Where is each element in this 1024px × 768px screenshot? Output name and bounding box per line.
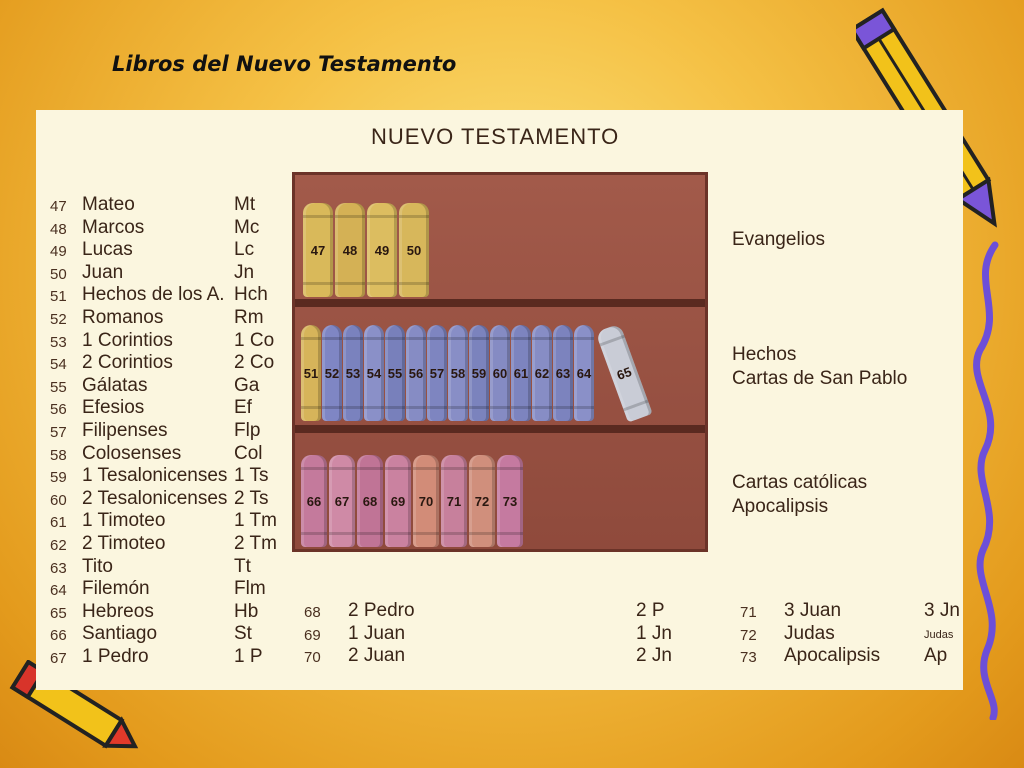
book-row xyxy=(740,645,960,668)
book-name: 2 Pedro xyxy=(348,600,415,621)
book-number: 67 xyxy=(50,649,67,667)
book-spine: 60 xyxy=(490,325,510,421)
book-name: 1 Corintios xyxy=(82,329,173,351)
book-name: 2 Corintios xyxy=(82,352,173,374)
book-row xyxy=(50,465,300,488)
book-spine: 54 xyxy=(364,325,384,421)
book-spine: 68 xyxy=(357,455,383,547)
new-testament-panel xyxy=(36,110,963,690)
book-number: 48 xyxy=(50,220,67,238)
book-number: 59 xyxy=(50,469,67,487)
shelf-label-gospels xyxy=(732,228,825,252)
book-name: Lucas xyxy=(82,239,133,261)
book-name: 3 Juan xyxy=(784,600,842,621)
book-spine: 59 xyxy=(469,325,489,421)
book-name: Efesios xyxy=(82,397,145,419)
slide-title: Libros del Nuevo Testamento xyxy=(112,52,457,76)
book-spine: 48 xyxy=(335,203,365,297)
book-name: Hechos de los A. xyxy=(82,284,225,306)
book-name: 1 Timoteo xyxy=(82,510,166,532)
book-spine: 70 xyxy=(413,455,439,547)
shelf-label-line: Apocalipsis xyxy=(732,496,829,517)
book-spine: 52 xyxy=(322,325,342,421)
book-row xyxy=(304,623,674,646)
book-number: 54 xyxy=(50,356,67,374)
shelf-label-acts-paul xyxy=(732,343,907,391)
book-spine: 71 xyxy=(441,455,467,547)
book-number: 70 xyxy=(304,649,321,667)
book-number: 66 xyxy=(50,627,67,645)
book-abbreviation: Flm xyxy=(234,578,266,600)
book-row xyxy=(50,352,300,375)
shelf-label-line: Cartas católicas xyxy=(732,472,868,493)
book-spine: 50 xyxy=(399,203,429,297)
book-number: 52 xyxy=(50,310,67,328)
book-list-right xyxy=(740,600,960,668)
book-number: 51 xyxy=(50,288,67,306)
book-abbreviation: 1 P xyxy=(234,645,263,667)
book-abbreviation: Tt xyxy=(234,555,251,577)
book-number: 47 xyxy=(50,198,67,215)
book-number: 53 xyxy=(50,333,67,351)
book-spine: 47 xyxy=(303,203,333,297)
shelf-label-line: Hechos xyxy=(732,344,797,365)
book-row xyxy=(50,556,300,579)
book-name: 1 Pedro xyxy=(82,645,149,667)
book-number: 62 xyxy=(50,536,67,554)
book-abbreviation: Jn xyxy=(234,261,255,283)
book-number: 60 xyxy=(50,491,67,509)
shelf-label-catholic-apoc xyxy=(732,471,867,519)
book-name: Santiago xyxy=(82,623,158,645)
book-spine: 57 xyxy=(427,325,447,421)
book-number: 71 xyxy=(740,604,757,621)
book-spine: 51 xyxy=(301,325,321,421)
book-spine: 69 xyxy=(385,455,411,547)
book-row xyxy=(740,600,960,623)
book-row xyxy=(50,420,300,443)
book-list-middle xyxy=(304,600,674,668)
book-number: 56 xyxy=(50,401,67,419)
book-row xyxy=(50,262,300,285)
book-spine: 58 xyxy=(448,325,468,421)
book-number: 65 xyxy=(50,604,67,622)
book-name: Mateo xyxy=(82,194,135,215)
book-row xyxy=(50,443,300,466)
book-number: 58 xyxy=(50,446,67,464)
book-abbreviation: 1 Ts xyxy=(234,465,269,487)
book-number: 64 xyxy=(50,582,67,600)
book-abbreviation: 2 Jn xyxy=(636,645,672,667)
book-number: 68 xyxy=(304,604,321,621)
book-row xyxy=(50,533,300,556)
book-row xyxy=(50,623,300,646)
book-row xyxy=(50,510,300,533)
book-name: Apocalipsis xyxy=(784,645,881,667)
book-name: 2 Tesalonicenses xyxy=(82,487,228,509)
book-abbreviation: Hch xyxy=(234,284,268,306)
book-abbreviation: 3 Jn xyxy=(924,600,960,621)
book-row xyxy=(50,330,300,353)
book-row xyxy=(50,646,300,669)
squiggle-decoration xyxy=(965,240,1015,720)
book-name: Marcos xyxy=(82,216,145,238)
book-spine: 56 xyxy=(406,325,426,421)
book-abbreviation: 2 P xyxy=(636,600,665,621)
book-abbreviation: 1 Tm xyxy=(234,510,277,532)
book-number: 63 xyxy=(50,559,67,577)
book-abbreviation: 1 Co xyxy=(234,329,275,351)
book-name: Judas xyxy=(784,622,835,644)
book-number: 69 xyxy=(304,626,321,644)
book-name: Gálatas xyxy=(82,374,148,396)
bookcase-illustration xyxy=(292,172,708,552)
book-number: 50 xyxy=(50,265,67,283)
book-abbreviation: Judas xyxy=(924,628,954,641)
panel-title: NUEVO TESTAMENTO xyxy=(371,124,620,149)
book-abbreviation: Mt xyxy=(234,194,256,215)
book-spine: 53 xyxy=(343,325,363,421)
book-abbreviation: Ap xyxy=(924,645,948,667)
book-abbreviation: Lc xyxy=(234,239,255,261)
book-row xyxy=(50,217,300,240)
book-row xyxy=(50,239,300,262)
book-row xyxy=(50,194,300,217)
book-number: 73 xyxy=(740,649,757,667)
book-row xyxy=(50,375,300,398)
book-abbreviation: 2 Ts xyxy=(234,487,269,509)
book-list-main xyxy=(50,194,300,668)
book-spine: 49 xyxy=(367,203,397,297)
book-abbreviation: Col xyxy=(234,442,263,464)
book-spine: 64 xyxy=(574,325,594,421)
book-name: Colosenses xyxy=(82,442,182,464)
book-abbreviation: Rm xyxy=(234,306,264,328)
book-row xyxy=(740,623,960,646)
book-row xyxy=(304,600,674,623)
book-abbreviation: 2 Co xyxy=(234,352,275,374)
book-row xyxy=(50,284,300,307)
book-number: 72 xyxy=(740,626,757,644)
book-row xyxy=(50,397,300,420)
book-spine: 66 xyxy=(301,455,327,547)
book-spine: 72 xyxy=(469,455,495,547)
book-abbreviation: St xyxy=(234,623,252,645)
book-spine: 67 xyxy=(329,455,355,547)
book-row xyxy=(50,578,300,601)
book-spine: 55 xyxy=(385,325,405,421)
book-abbreviation: Ga xyxy=(234,374,260,396)
book-spine: 62 xyxy=(532,325,552,421)
shelf-board xyxy=(295,425,705,433)
book-name: Filemón xyxy=(82,578,150,600)
book-row xyxy=(304,645,674,668)
book-abbreviation: Hb xyxy=(234,600,259,622)
book-row xyxy=(50,307,300,330)
book-abbreviation: Flp xyxy=(234,419,261,441)
book-name: 2 Juan xyxy=(348,645,406,667)
book-name: Juan xyxy=(82,261,124,283)
shelf-label-line: Cartas de San Pablo xyxy=(732,368,908,389)
book-abbreviation: Ef xyxy=(234,397,252,419)
book-number: 55 xyxy=(50,378,67,396)
book-name: Filipenses xyxy=(82,419,168,441)
book-name: Tito xyxy=(82,555,113,577)
book-name: 1 Juan xyxy=(348,622,406,644)
book-number: 49 xyxy=(50,243,67,261)
book-abbreviation: 1 Jn xyxy=(636,622,672,644)
shelf-board xyxy=(295,299,705,307)
book-name: Hebreos xyxy=(82,600,154,622)
book-spine: 63 xyxy=(553,325,573,421)
book-spine: 73 xyxy=(497,455,523,547)
book-number: 61 xyxy=(50,514,67,532)
book-spine: 65 xyxy=(595,323,652,422)
book-row xyxy=(50,488,300,511)
book-number: 57 xyxy=(50,423,67,441)
book-row xyxy=(50,601,300,624)
book-abbreviation: 2 Tm xyxy=(234,532,277,554)
shelf-label-line: Evangelios xyxy=(732,229,825,250)
book-name: 1 Tesalonicenses xyxy=(82,465,228,487)
book-spine: 61 xyxy=(511,325,531,421)
book-name: 2 Timoteo xyxy=(82,532,166,554)
book-name: Romanos xyxy=(82,306,164,328)
book-abbreviation: Mc xyxy=(234,216,260,238)
